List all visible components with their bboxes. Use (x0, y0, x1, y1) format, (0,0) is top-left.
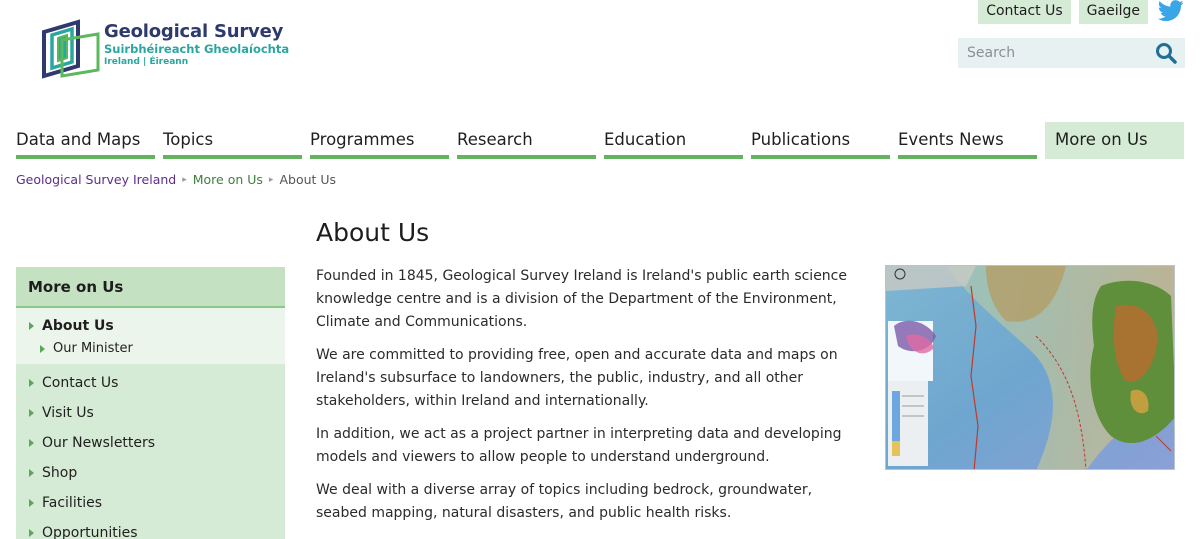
logo-subtitle: Suirbhéireacht Gheolaíochta (104, 42, 290, 56)
breadcrumb-more-on-us-link[interactable]: More on Us (192, 172, 263, 187)
seabed-map-image (885, 265, 1175, 470)
sidebar-item-facilities[interactable] (16, 488, 285, 518)
breadcrumb-current: About Us (279, 172, 337, 187)
sidebar-item-about-us[interactable] (16, 314, 285, 338)
caret-right-icon (29, 469, 34, 477)
sidebar-item-label: Our Newsletters (42, 435, 156, 451)
breadcrumb-home-link[interactable]: Geological Survey Ireland (16, 172, 177, 187)
nav-programmes[interactable]: Programmes (310, 122, 449, 159)
caret-right-icon (29, 439, 34, 447)
utility-links (978, 0, 1184, 24)
logo-tagline: Ireland | Éireann (104, 57, 189, 67)
sidebar-current-section (16, 308, 285, 364)
nav-more-on-us[interactable]: More on Us (1045, 122, 1184, 159)
sidebar-item-visit-us[interactable] (16, 398, 285, 428)
caret-right-icon (40, 345, 45, 353)
sidebar-item-label: Facilities (42, 495, 102, 511)
caret-right-icon (29, 409, 34, 417)
twitter-icon[interactable] (1158, 0, 1184, 22)
seabed-map-graphic (886, 266, 1175, 470)
sidebar-item-opportunities[interactable] (16, 518, 285, 539)
sidebar (16, 267, 285, 539)
sidebar-item-label: Contact Us (42, 375, 119, 391)
page-title: About Us (316, 218, 430, 247)
body-paragraph: We are committed to providing free, open and accurate data and maps on Ireland's subsurface to landowners, the public, industry, and all other stakeholders, within Ireland and internationally. (316, 347, 838, 409)
body-paragraph: In addition, we act as a project partner in interpreting data and developing models and viewers to allow people to understand underground. (316, 426, 842, 465)
sidebar-item-our-newsletters[interactable] (16, 428, 285, 458)
breadcrumb-separator-icon: ▸ (182, 174, 187, 185)
nav-research[interactable]: Research (457, 122, 596, 159)
site-logo[interactable] (40, 18, 300, 80)
caret-right-icon (29, 529, 34, 537)
sidebar-item-our-minister[interactable] (16, 338, 285, 360)
nav-data-and-maps[interactable]: Data and Maps (16, 122, 155, 159)
page-body (316, 265, 856, 535)
sidebar-item-label: Visit Us (42, 405, 94, 421)
sidebar-item-label: Shop (42, 465, 78, 481)
nav-events-news[interactable]: Events News (898, 122, 1037, 159)
caret-right-icon (29, 322, 34, 330)
search-box (958, 38, 1185, 68)
main-nav (16, 122, 1184, 159)
sidebar-list (16, 364, 285, 539)
contact-us-link[interactable]: Contact Us (978, 0, 1070, 24)
body-paragraph: Founded in 1845, Geological Survey Ireland is Ireland's public earth science knowledge centre and is a division of the Department of the Environment, Climate and Communications. (316, 268, 847, 330)
nav-topics[interactable]: Topics (163, 122, 302, 159)
nav-publications[interactable]: Publications (751, 122, 890, 159)
caret-right-icon (29, 499, 34, 507)
nav-education[interactable]: Education (604, 122, 743, 159)
caret-right-icon (29, 379, 34, 387)
sidebar-item-label: Opportunities (42, 525, 138, 539)
sidebar-item-label: About Us (42, 318, 114, 334)
gsi-logo-icon (40, 18, 102, 80)
breadcrumb (16, 172, 336, 187)
sidebar-item-contact-us[interactable] (16, 368, 285, 398)
sidebar-heading: More on Us (16, 267, 285, 308)
logo-title: Geological Survey (104, 21, 284, 42)
breadcrumb-separator-icon: ▸ (268, 174, 274, 185)
sidebar-item-shop[interactable] (16, 458, 285, 488)
search-icon[interactable] (1155, 42, 1177, 64)
gaeilge-link[interactable]: Gaeilge (1079, 0, 1148, 24)
body-paragraph: We deal with a diverse array of topics including bedrock, groundwater, seabed mapping, natural disasters, and public health risks. (316, 482, 813, 521)
search-input[interactable] (958, 38, 1148, 68)
sidebar-item-label: Our Minister (53, 341, 133, 356)
